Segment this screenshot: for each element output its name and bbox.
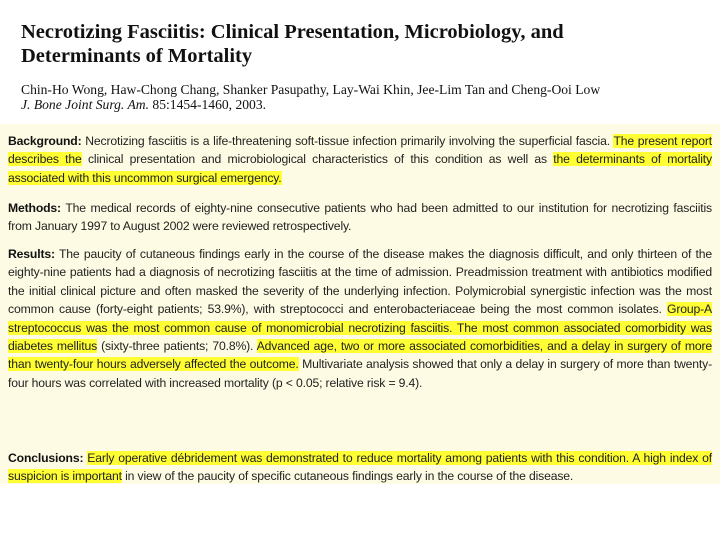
methods-section: [8, 199, 712, 236]
citation-details: 85:1454-1460, 2003.: [149, 97, 267, 112]
journal-name: J. Bone Joint Surg. Am.: [21, 97, 149, 112]
background-text: Necrotizing fasciitis is a life-threatening soft-tissue infection primarily involving the superficial fascia.: [81, 134, 614, 148]
results-section: [8, 245, 712, 392]
background-label: Background:: [8, 134, 82, 148]
background-text: clinical presentation and microbiological characteristics of this condition as well as: [81, 152, 554, 167]
background-highlight: The present report describes the: [8, 134, 713, 167]
results-highlight: Advanced age, two or more associated comorbidities, and a delay in surgery of more than twenty-four hours adversely affected the outcome.: [8, 339, 712, 372]
author-list: Chin-Ho Wong, Haw-Chong Chang, Shanker Pasupathy, Lay-Wai Khin, Jee-Lim Tan and Cheng-Ooi Low: [21, 82, 601, 97]
background-highlight: the determinants of mortality associated with this uncommon surgical emergency.: [8, 152, 712, 185]
conclusions-section: [8, 449, 712, 486]
results-text: The paucity of cutaneous findings early in the course of the disease makes the diagnosis difficult, and only thirteen of the eighty-nine patients had a diagnosis of necrotizing fasciitis at the time of admission. Preadmission treatment with antibiotics modified the initial clinical picture and often masked the severity of the underlying infection. Polymicrobial synergistic infection was the most common cause (forty-eight patients; 53.9%), with streptococci and enterobacteriaceae being the most common isolates.: [8, 247, 712, 317]
background-section: [8, 132, 712, 187]
methods-text: The medical records of eighty-nine consecutive patients who had been admitted to our institution for necrotizing fasciitis from January 1997 to August 2002 were reviewed retrospectively.: [8, 201, 712, 234]
results-text: (sixty-three patients; 70.8%).: [97, 339, 257, 354]
results-highlight: Group-A streptococcus was the most common cause of monomicrobial necrotizing fasciitis. The most common associated comorbidity was diabetes mellitus: [8, 302, 712, 354]
journal-citation: [21, 97, 711, 112]
conclusions-text: in view of the paucity of specific cutaneous findings early in the course of the disease.: [121, 469, 574, 484]
conclusions-highlight: Early operative débridement was demonstrated to reduce mortality among patients with this condition. A high index of suspicion is important: [8, 451, 712, 484]
conclusions-label: Conclusions:: [8, 451, 84, 465]
results-text: Multivariate analysis showed that only a delay in surgery of more than twenty-four hours was correlated with increased mortality (p < 0.05; relative risk = 9.4).: [8, 357, 712, 390]
paper-title: Necrotizing Fasciitis: Clinical Presentation, Microbiology, and Determinants of Mortality: [21, 21, 564, 67]
methods-label: Methods:: [8, 201, 61, 215]
results-label: Results:: [8, 247, 55, 261]
